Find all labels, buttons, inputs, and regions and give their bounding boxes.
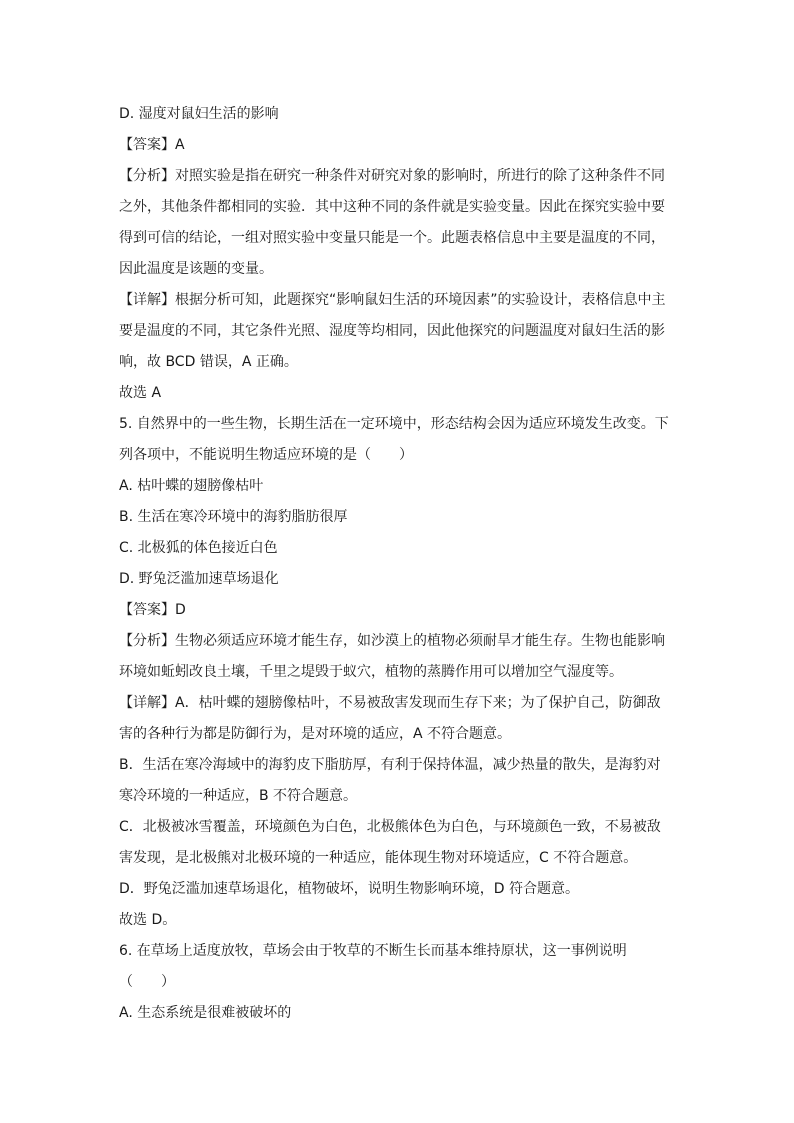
option-c-q5: C. 北极狐的体色接近白色 <box>119 540 278 556</box>
choice-q5: 故选 D。 <box>119 912 177 928</box>
analysis-q5-line1: 【分析】生物必须适应环境才能生存，如沙漠上的植物必须耐旱才能生存。生物也能影响 <box>119 633 665 649</box>
choice-q4: 故选 A <box>119 385 162 401</box>
analysis-q4-line3: 得到可信的结论，一组对照实验中变量只能是一个。此题表格信息中主要是温度的不同， <box>119 230 665 246</box>
option-a-q5: A. 枯叶蝶的翅膀像枯叶 <box>119 478 264 494</box>
detail-q5-line2: 害的各种行为都是防御行为，是对环境的适应，A 不符合题意。 <box>119 726 512 742</box>
detail-q5-line4: 寒冷环境的一种适应，B 不符合题意。 <box>119 788 358 804</box>
question-6-line2: （ ） <box>119 974 175 990</box>
analysis-q4-line2: 之外，其他条件都相同的实验．其中这种不同的条件就是实验变量。因此在探究实验中要 <box>119 199 665 215</box>
document-page <box>119 99 679 1029</box>
analysis-q4-line1: 【分析】对照实验是指在研究一种条件对研究对象的影响时，所进行的除了这种条件不同 <box>119 168 665 184</box>
detail-q4-line2: 要是温度的不同，其它条件光照、湿度等均相同，因此他探究的问题温度对鼠妇生活的影 <box>119 323 665 339</box>
answer-q5: 【答案】D <box>119 602 186 618</box>
detail-q5-line5: C．北极被冰雪覆盖，环境颜色为白色，北极熊体色为白色，与环境颜色一致，不易被敌 <box>119 819 661 835</box>
option-b-q5: B. 生活在寒冷环境中的海豹脂肪很厚 <box>119 509 348 525</box>
analysis-q4-line4: 因此温度是该题的变量。 <box>119 261 273 277</box>
detail-q5-line7: D．野兔泛滥加速草场退化，植物破坏，说明生物影响环境，D 符合题意。 <box>119 881 580 897</box>
analysis-q5-line2: 环境如蚯蚓改良土壤，千里之堤毁于蚁穴，植物的蒸腾作用可以增加空气湿度等。 <box>119 664 623 680</box>
answer-q4: 【答案】A <box>119 137 185 153</box>
detail-q5-line3: B．生活在寒冷海域中的海豹皮下脂肪厚，有利于保持体温，减少热量的散失，是海豹对 <box>119 757 661 773</box>
question-5-line1: 5. 自然界中的一些生物，长期生活在一定环境中，形态结构会因为适应环境发生改变。下 <box>119 416 669 432</box>
detail-q4-line3: 响，故 BCD 错误，A 正确。 <box>119 354 298 370</box>
question-5-line2: 列各项中，不能说明生物适应环境的是（ ） <box>119 447 413 463</box>
detail-q5-line1: 【详解】A．枯叶蝶的翅膀像枯叶，不易被敌害发现而生存下来；为了保护自己，防御敌 <box>119 695 661 711</box>
detail-q4-line1: 【详解】根据分析可知，此题探究“影响鼠妇生活的环境因素”的实验设计，表格信息中主 <box>119 292 666 308</box>
option-a-q6: A. 生态系统是很难被破坏的 <box>119 1005 292 1021</box>
detail-q5-line6: 害发现，是北极熊对北极环境的一种适应，能体现生物对环境适应，C 不符合题意。 <box>119 850 638 866</box>
option-d-q5: D. 野兔泛滥加速草场退化 <box>119 571 279 587</box>
option-d-q4: D. 湿度对鼠妇生活的影响 <box>119 106 279 122</box>
question-6-line1: 6. 在草场上适度放牧，草场会由于牧草的不断生长而基本维持原状，这一事例说明 <box>119 943 627 959</box>
